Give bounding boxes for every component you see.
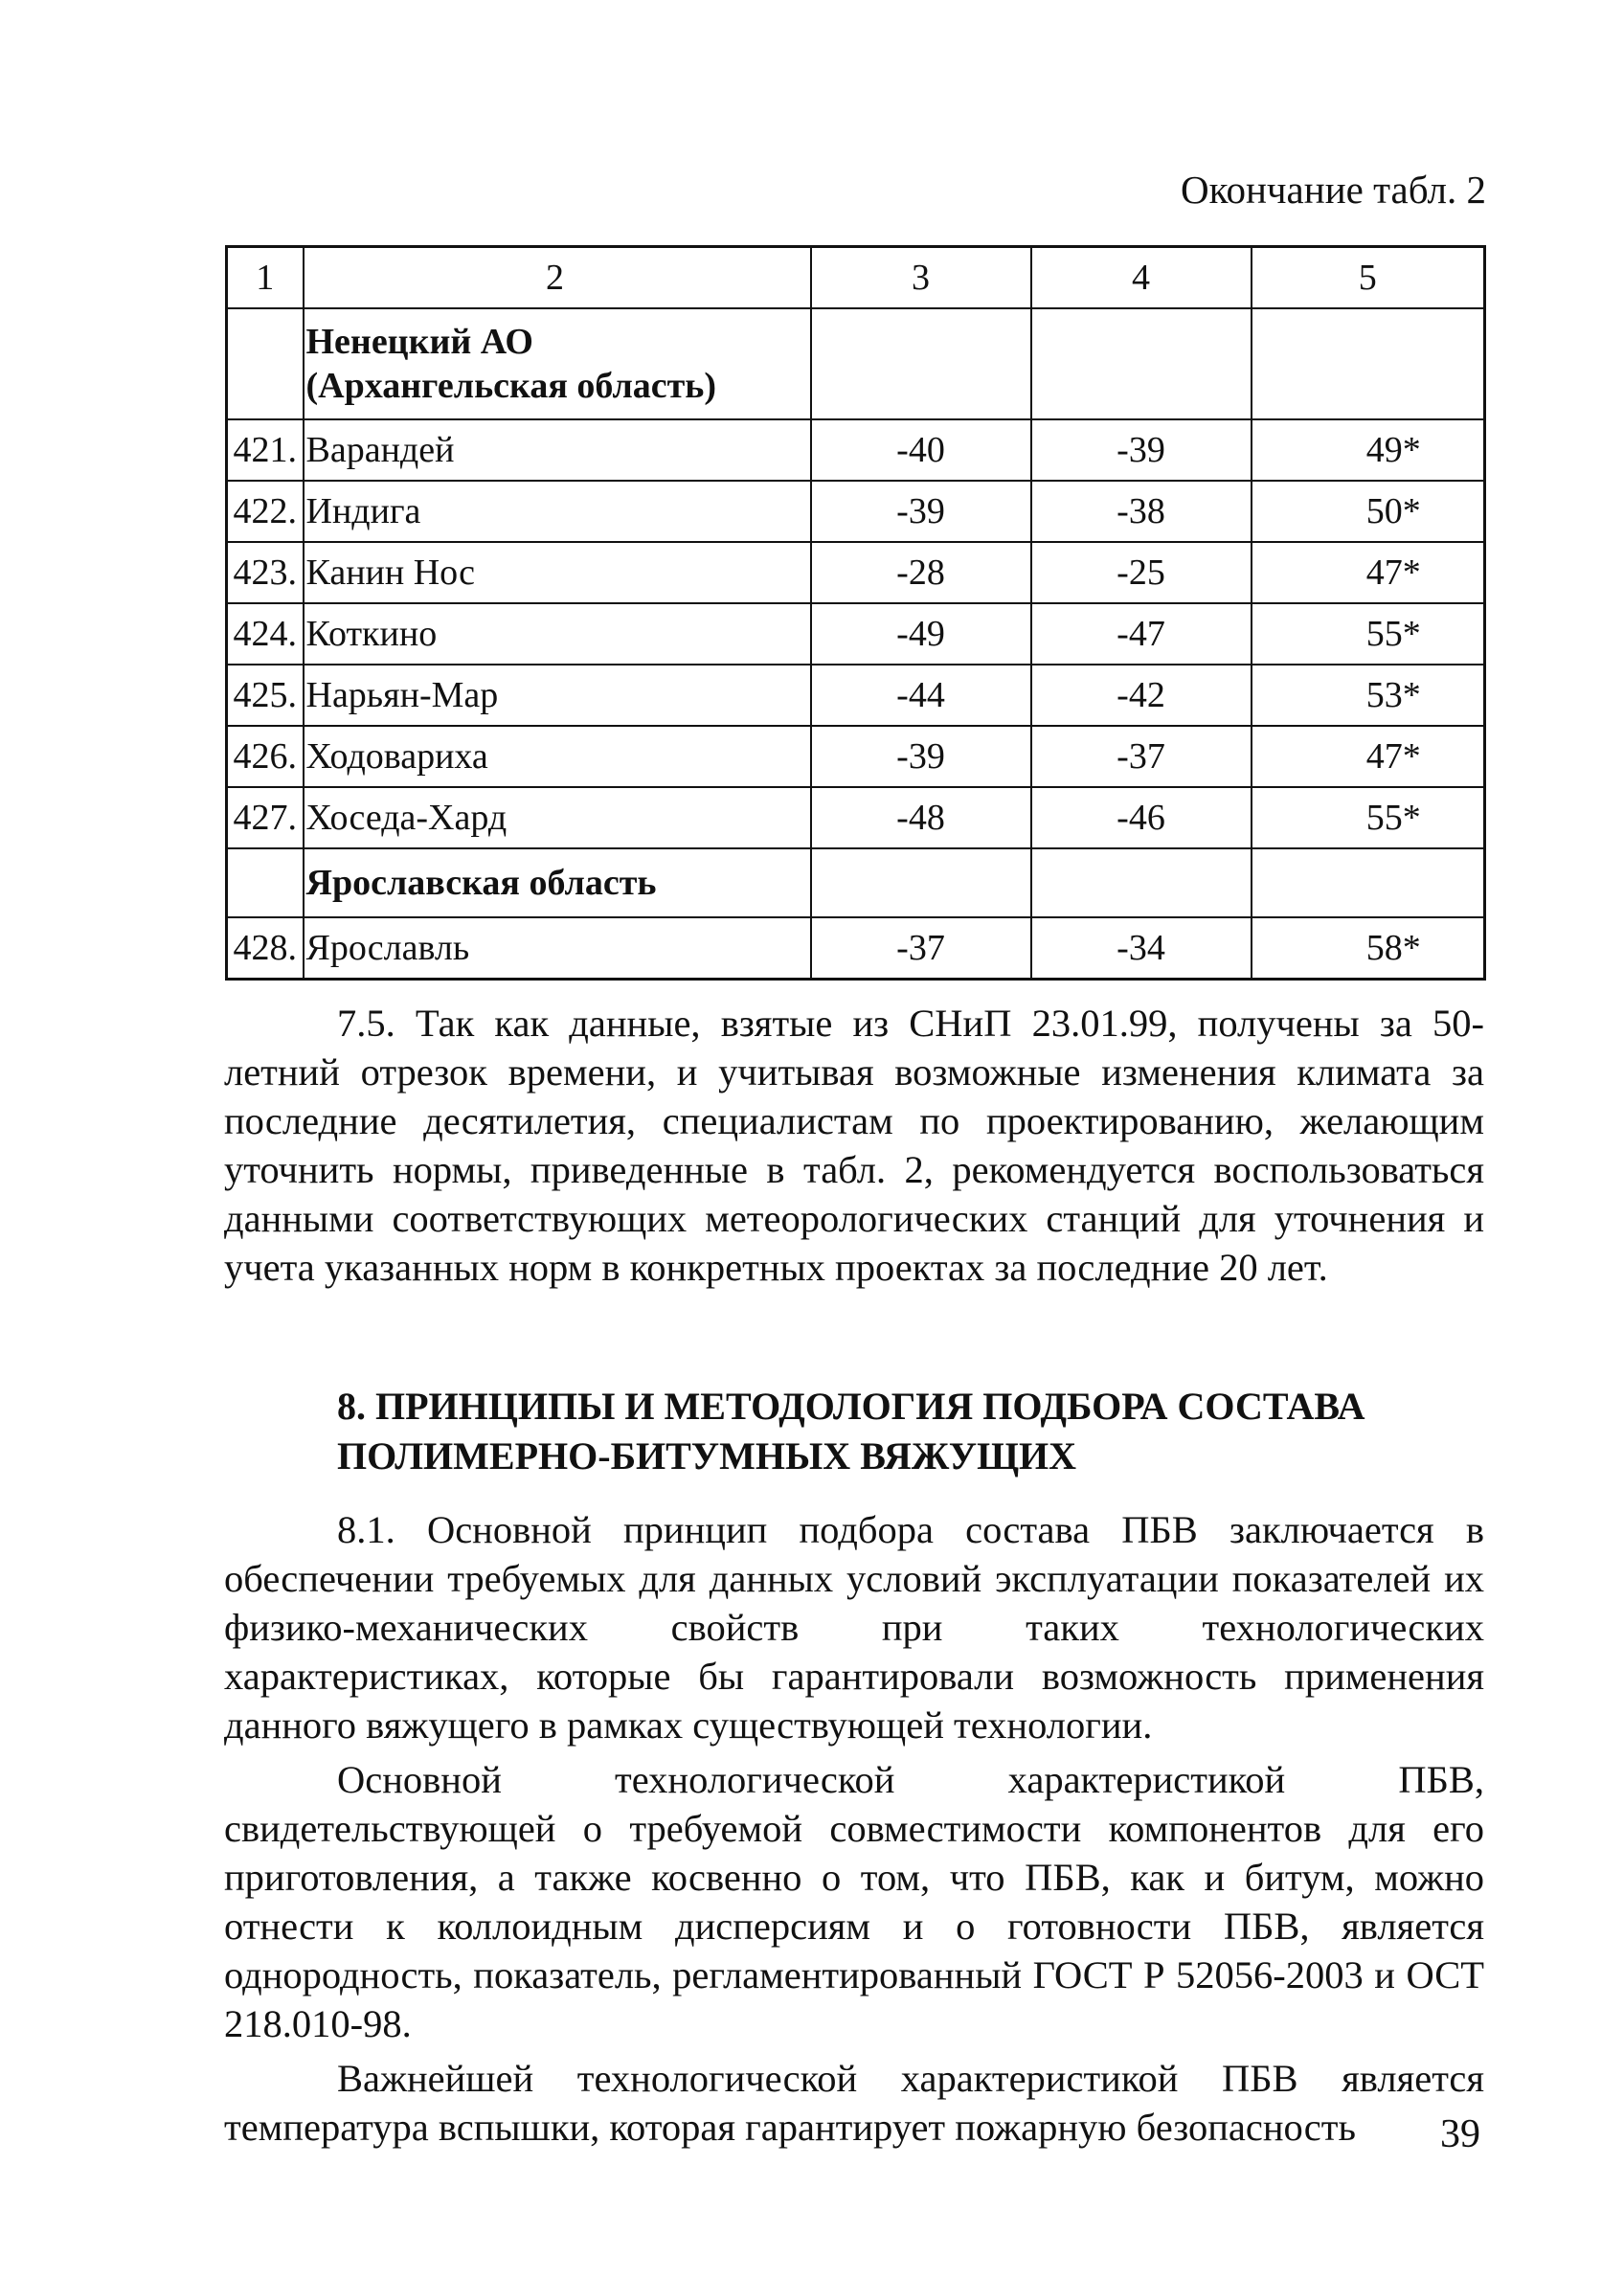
cell-col3: -37: [811, 917, 1031, 980]
cell-col4: -39: [1031, 419, 1252, 481]
cell-col3: -39: [811, 726, 1031, 787]
cell-col4: [1031, 308, 1252, 419]
row-number: 426.: [227, 726, 304, 787]
cell-col3: -48: [811, 787, 1031, 848]
cell-col4: -47: [1031, 603, 1252, 665]
paragraph-flash-point: Важнейшей технологической характеристикой ПБВ является температура вспышки, которая гарантирует пожарную безопасность: [224, 2057, 1484, 2149]
row-number: 421.: [227, 419, 304, 481]
table-row: [227, 787, 1485, 848]
cell-col3: -40: [811, 419, 1031, 481]
cell-col5: [1252, 308, 1485, 419]
table-row: [227, 542, 1485, 603]
cell-col4: -42: [1031, 665, 1252, 726]
paragraph-7-5-block: [224, 999, 1484, 1292]
header-cell-4: 4: [1031, 247, 1252, 309]
row-number: 425.: [227, 665, 304, 726]
cell-col5: 55*: [1252, 787, 1485, 848]
cell-col4: -38: [1031, 481, 1252, 542]
header-cell-2: 2: [304, 247, 811, 309]
climate-table-container: [225, 245, 1483, 981]
row-number: 423.: [227, 542, 304, 603]
table-row: [227, 917, 1485, 980]
cell-col5: 55*: [1252, 603, 1485, 665]
table-row: [227, 726, 1485, 787]
cell-col5: 58*: [1252, 917, 1485, 980]
paragraph-homogeneity: Основной технологической характеристикой ПБВ, свидетельствующей о требуемой совместимости компонентов для его приготовления, а также косвенно о том, что ПБВ, как и битум, можно отнести к коллоидным дисперсиям и о готовности ПБВ, является однородность, показатель, регламентированный ГОСТ Р 52056-2003 и ОСТ 218.010-98.: [224, 1758, 1484, 2045]
section-8-body: [224, 1505, 1484, 2152]
table-row: [227, 603, 1485, 665]
row-number: 422.: [227, 481, 304, 542]
cell-col4: [1031, 848, 1252, 917]
row-number: 427.: [227, 787, 304, 848]
cell-col3: -49: [811, 603, 1031, 665]
cell-col3: -39: [811, 481, 1031, 542]
cell-col3: [811, 848, 1031, 917]
station-name: Хоседа-Хард: [304, 787, 811, 848]
cell-col4: -46: [1031, 787, 1252, 848]
region-name: Ненецкий АО (Архангельская область): [304, 308, 811, 419]
row-number: 428.: [227, 917, 304, 980]
station-name: Канин Нос: [304, 542, 811, 603]
cell-col3: -44: [811, 665, 1031, 726]
table-body: [227, 247, 1485, 980]
cell-col4: -37: [1031, 726, 1252, 787]
station-name: Индига: [304, 481, 811, 542]
header-cell-3: 3: [811, 247, 1031, 309]
paragraph-7-5: 7.5. Так как данные, взятые из СНиП 23.01.99, получены за 50-летний отрезок времени, и учитывая возможные изменения климата за последние десятилетия, специалистам по проектированию, желающим уточнить нормы, приведенные в табл. 2, рекомендуется воспользоваться данными соответствующих метеорологических станций для уточнения и учета указанных норм в конкретных проектах за последние 20 лет.: [224, 1002, 1484, 1289]
table-group-row: [227, 848, 1485, 917]
region-name: Ярославская область: [304, 848, 811, 917]
table-header-row: [227, 247, 1485, 309]
table-row: [227, 665, 1485, 726]
cell-col3: -28: [811, 542, 1031, 603]
cell-col5: 49*: [1252, 419, 1485, 481]
table-row: [227, 419, 1485, 481]
cell-col3: [811, 308, 1031, 419]
header-cell-1: 1: [227, 247, 304, 309]
section-heading: 8. ПРИНЦИПЫ И МЕТОДОЛОГИЯ ПОДБОРА СОСТАВА ПОЛИМЕРНО-БИТУМНЫХ ВЯЖУЩИХ: [337, 1385, 1365, 1477]
row-number: 424.: [227, 603, 304, 665]
station-name: Ходовариха: [304, 726, 811, 787]
station-name: Ярославль: [304, 917, 811, 980]
table-row: [227, 481, 1485, 542]
climate-table: [225, 245, 1486, 981]
station-name: Нарьян-Мар: [304, 665, 811, 726]
station-name: Варандей: [304, 419, 811, 481]
row-number: [227, 308, 304, 419]
table-caption: Окончание табл. 2: [1181, 168, 1486, 212]
station-name: Коткино: [304, 603, 811, 665]
cell-col4: -25: [1031, 542, 1252, 603]
cell-col5: 53*: [1252, 665, 1485, 726]
cell-col5: [1252, 848, 1485, 917]
table-group-row: [227, 308, 1485, 419]
cell-col5: 50*: [1252, 481, 1485, 542]
header-cell-5: 5: [1252, 247, 1485, 309]
row-number: [227, 848, 304, 917]
paragraph-8-1: 8.1. Основной принцип подбора состава ПБВ заключается в обеспечении требуемых для данных условий эксплуатации показателей их физико-механических свойств при таких технологических характеристиках, которые бы гарантировали возможность применения данного вяжущего в рамках существующей технологии.: [224, 1508, 1484, 1747]
page-number: 39: [1440, 2112, 1480, 2156]
cell-col5: 47*: [1252, 726, 1485, 787]
cell-col4: -34: [1031, 917, 1252, 980]
cell-col5: 47*: [1252, 542, 1485, 603]
